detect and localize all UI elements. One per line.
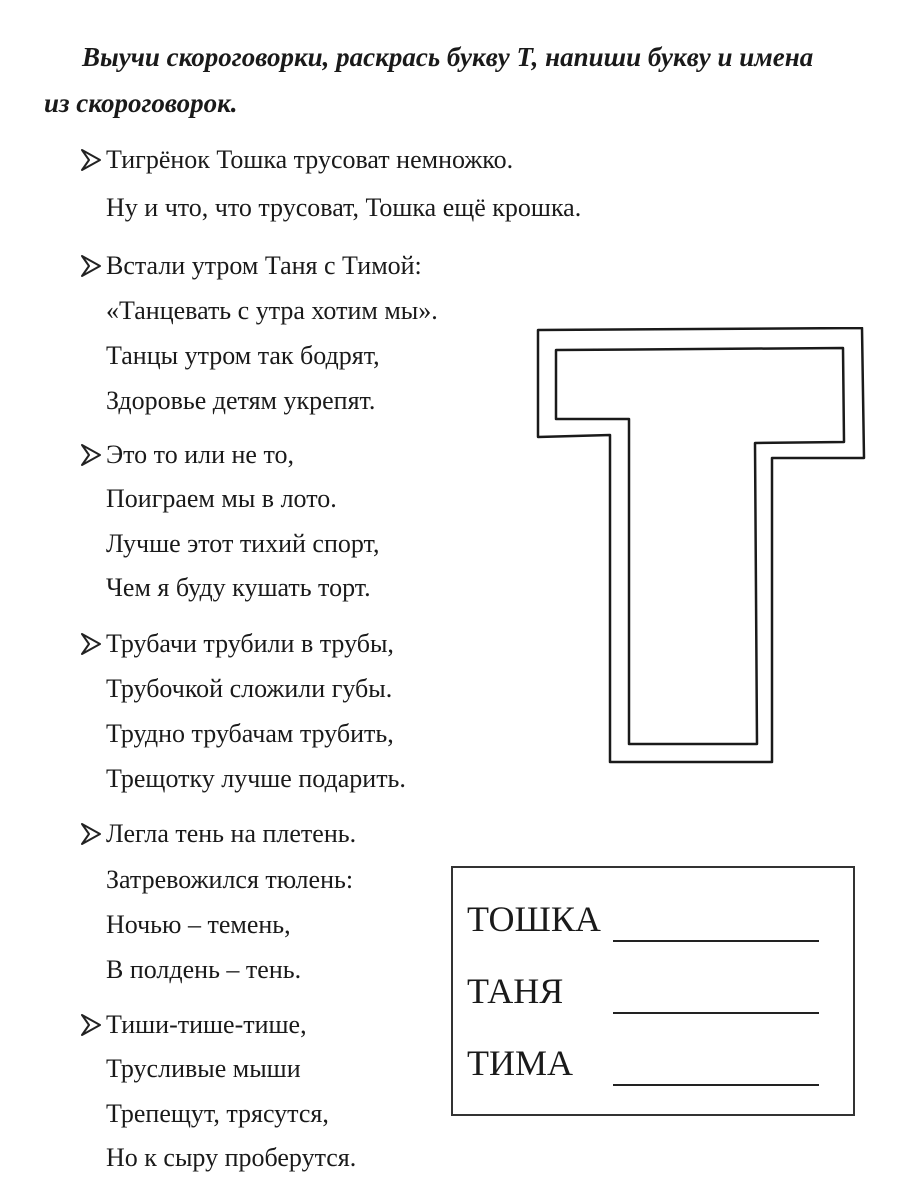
name-row-toshka [467, 898, 601, 940]
letter-t-outer-outline [538, 328, 864, 762]
poem-line: Здоровье детям укрепят. [106, 386, 376, 415]
instruction-line-1: Выучи скороговорки, раскрась букву Т, напиши букву и имена [82, 42, 814, 72]
arrowhead-bullet-icon [80, 1012, 102, 1038]
poem-line: Трещотку лучше подарить. [106, 764, 406, 793]
instruction-line-2: из скороговорок. [44, 88, 238, 118]
writing-line[interactable] [613, 1084, 819, 1086]
poem-line: Трубочкой сложили губы. [106, 674, 393, 703]
letter-t-inner-outline [556, 348, 844, 744]
poem-line: Трусливые мыши [106, 1054, 301, 1083]
poem-line: Ну и что, что трусоват, Тошка ещё крошка. [106, 193, 582, 222]
name-label: ТОШКА [467, 899, 601, 939]
poem-line: Встали утром Таня с Тимой: [106, 251, 422, 280]
poem-line: Чем я буду кушать торт. [106, 573, 371, 602]
instruction-heading [44, 34, 874, 126]
poem-line: Танцы утром так бодрят, [106, 341, 380, 370]
poem-line: Но к сыру проберутся. [106, 1143, 357, 1172]
writing-line[interactable] [613, 940, 819, 942]
name-row-tima [467, 1042, 573, 1084]
name-label: ТАНЯ [467, 971, 564, 1011]
poem-line: Лучше этот тихий спорт, [106, 529, 380, 558]
poem-line: Легла тень на плетень. [106, 819, 357, 848]
poem-line: Поиграем мы в лото. [106, 484, 337, 513]
poem-line: Тигрёнок Тошка трусоват немножко. [106, 145, 514, 174]
poem-line: Затревожился тюлень: [106, 865, 354, 894]
name-row-tanya [467, 970, 563, 1012]
poem-line: Трубачи трубили в трубы, [106, 629, 394, 658]
poem-line: Трепещут, трясутся, [106, 1099, 329, 1128]
arrowhead-bullet-icon [80, 821, 102, 847]
poem-line: Ночью – темень, [106, 910, 291, 939]
arrowhead-bullet-icon [80, 147, 102, 173]
writing-line[interactable] [613, 1012, 819, 1014]
poem-line: Трудно трубачам трубить, [106, 719, 394, 748]
poem-line: Тиши-тише-тише, [106, 1010, 307, 1039]
name-label: ТИМА [467, 1043, 573, 1083]
poem-line: Это то или не то, [106, 440, 294, 469]
arrowhead-bullet-icon [80, 631, 102, 657]
names-writing-box [451, 866, 855, 1116]
poem-line: «Танцевать с утра хотим мы». [106, 296, 438, 325]
letter-t-outline-icon [536, 327, 866, 767]
poem-line: В полдень – тень. [106, 955, 302, 984]
arrowhead-bullet-icon [80, 253, 102, 279]
arrowhead-bullet-icon [80, 442, 102, 468]
